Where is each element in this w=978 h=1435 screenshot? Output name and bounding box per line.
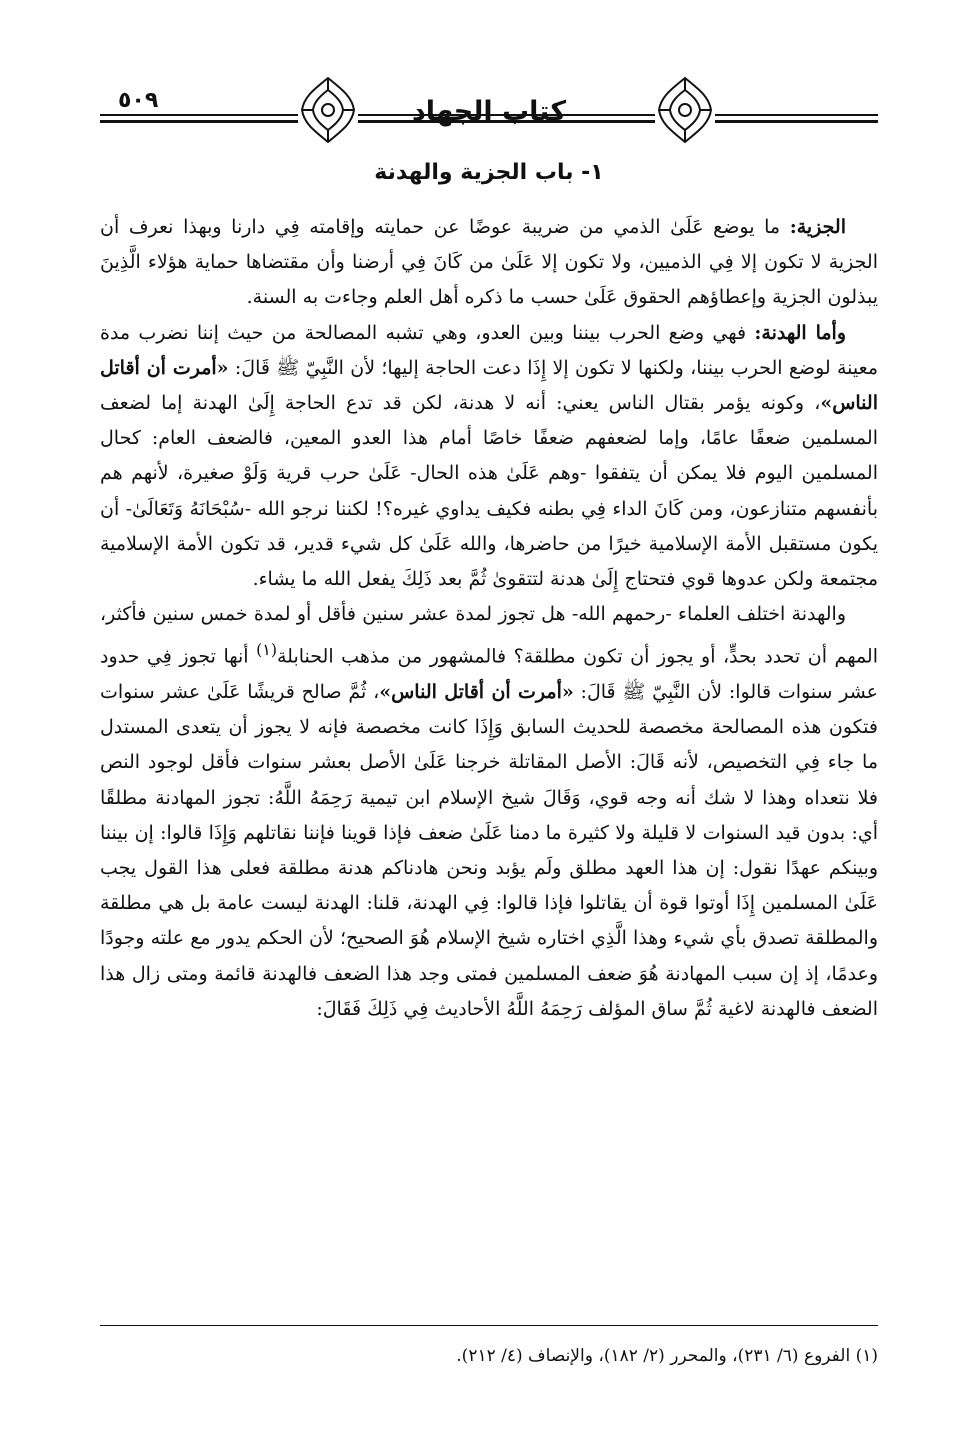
ornament-right-icon — [655, 74, 715, 146]
footnote-ref: (١) — [256, 640, 277, 660]
paragraph-text: ما يوضع عَلَىٰ الذمي من ضريبة عوضًا عن حمايته وإقامته فِي دارنا وبهذا نعرف أن الجزية لا تكون إلا فِي الذميين، ولا تكون إلا عَلَىٰ من كَانَ فِي أرضنا وأن مقتضاها حماية هؤلاء الَّذِينَ يبذلون الجزية وإعطاؤهم الحقوق عَلَىٰ حسب ما ذكره أهل العلم وجاءت به السنة. — [100, 216, 878, 309]
paragraph-jizya — [100, 210, 878, 316]
page-header — [100, 74, 878, 154]
chapter-title: ١- باب الجزية والهدنة — [374, 160, 604, 185]
paragraph-scholars — [100, 597, 878, 1027]
hadith-quote: «أمرت أن أقاتل الناس» — [379, 680, 574, 703]
paragraph-text: ، وكونه يؤمر بقتال الناس يعني: أنه لا هدنة، لكن قد تدع الحاجة إِلَىٰ الهدنة إما لضعف المسلمين ضعفًا عامًا، وإما لضعفهم ضعفًا خاصًا أمام هذا العدو المعين، فالضعف العام: كحال المسلمين اليوم فلا يمكن أن يتفقوا -وهم عَلَىٰ هذه الحال- عَلَىٰ حرب قرية وَلَوْ صغيرة، لأنهم هم بأنفسهم متنازعون، ومن كَانَ الداء فِي بطنه فكيف يداوي غيره؟! لكننا نرجو الله -سُبْحَانَهُ وَتَعَالَىٰ- أن يكون مستقبل الأمة الإسلامية خيرًا من حاضرها، والله عَلَىٰ كل شيء قدير، قد تكون الأمة الإسلامية مجتمعة ولكن عدوها قوي فتحتاج إِلَىٰ هدنة لتتقوىٰ ثُمَّ بعد ذَلِكَ يفعل الله ما يشاء. — [100, 392, 878, 591]
page-number: ٥٠٩ — [118, 88, 159, 113]
paragraph-hudna — [100, 316, 878, 598]
footnote: (١) الفروع (٦/ ٢٣١)، والمحرر (٢/ ١٨٢)، والإنصاف (٤/ ٢١٢). — [456, 1346, 878, 1366]
paragraph-text: ، ثُمَّ صالح قريشًا عَلَىٰ عشر سنوات فتكون هذه المصالحة مخصصة للحديث السابق وَإِذَا كانت مخصصة فإنه لا يجوز أن يتعدى المستدل ما جاء فِي التخصيص، لأنه قَالَ: الأصل المقاتلة خرجنا عَلَىٰ الأصل بعشر سنوات فأقل لوجود النص فلا نتعداه وهذا لا شك أنه وجه قوي، وَقَالَ شيخ الإسلام ابن تيمية رَحِمَهُ اللَّهُ: تجوز المهادنة مطلقًا أي: بدون قيد السنوات لا قليلة ولا كثيرة ما دمنا عَلَىٰ ضعف فإذا قوينا فإننا نقاتلهم وَإِذَا قالوا: إن بيننا وبينكم عهدًا نقول: إن هذا العهد مطلق ولَم يؤبد ونحن هادناكم هدنة مطلقة فعلى هذا القول يجب عَلَىٰ المسلمين إِذَا أوتوا قوة أن يقاتلوا فإذا قالوا: فِي الهدنة، قلنا: الهدنة ليست عامة بل هي مطلقة والمطلقة تصدق بأي شيء وهذا الَّذِي اختاره شيخ الإسلام هُوَ الصحيح؛ لأن الحكم يدور مع علته وجودًا وعدمًا، إذ إن سبب المهادنة هُوَ ضعف المسلمين فمتى وجد هذا الضعف فالهدنة قائمة ومتى زال هذا الضعف فالهدنة لاغية ثُمَّ ساق المؤلف رَحِمَهُ اللَّهُ الأحاديث فِي ذَلِكَ فَقَالَ: — [100, 680, 878, 1020]
footnote-divider — [100, 1325, 878, 1326]
paragraph-text: أنها تجوز فِي حدود عشر سنوات قالوا: لأن النَّبِيّ ﷺ قَالَ: — [100, 645, 879, 703]
paragraph-text: والهدنة اختلف العلماء -رحمهم الله- هل تجوز لمدة عشر سنين فأقل أو لمدة خمس سنين فأكثر، المهم أن تحدد بحدٍّ، أو يجوز أن تكون مطلقة؟ فالمشهور من مذهب الحنابلة — [100, 603, 878, 668]
hadith-quote: «أمرت أن أقاتل الناس» — [100, 356, 878, 415]
term-jizya: الجزية: — [789, 216, 846, 238]
term-hudna: وأما الهدنة: — [754, 321, 846, 344]
paragraph-text: فهي وضع الحرب بيننا وبين العدو، وهي تشبه المصالحة من حيث إننا نضرب مدة معينة لوضع الحرب بيننا، ولكنها لا تكون إلا إِذَا دعت الحاجة إليها؛ لأن النَّبِيّ ﷺ قَالَ: — [100, 321, 878, 379]
body-text — [100, 210, 878, 1027]
book-title: كتاب الجهاد — [411, 96, 567, 127]
